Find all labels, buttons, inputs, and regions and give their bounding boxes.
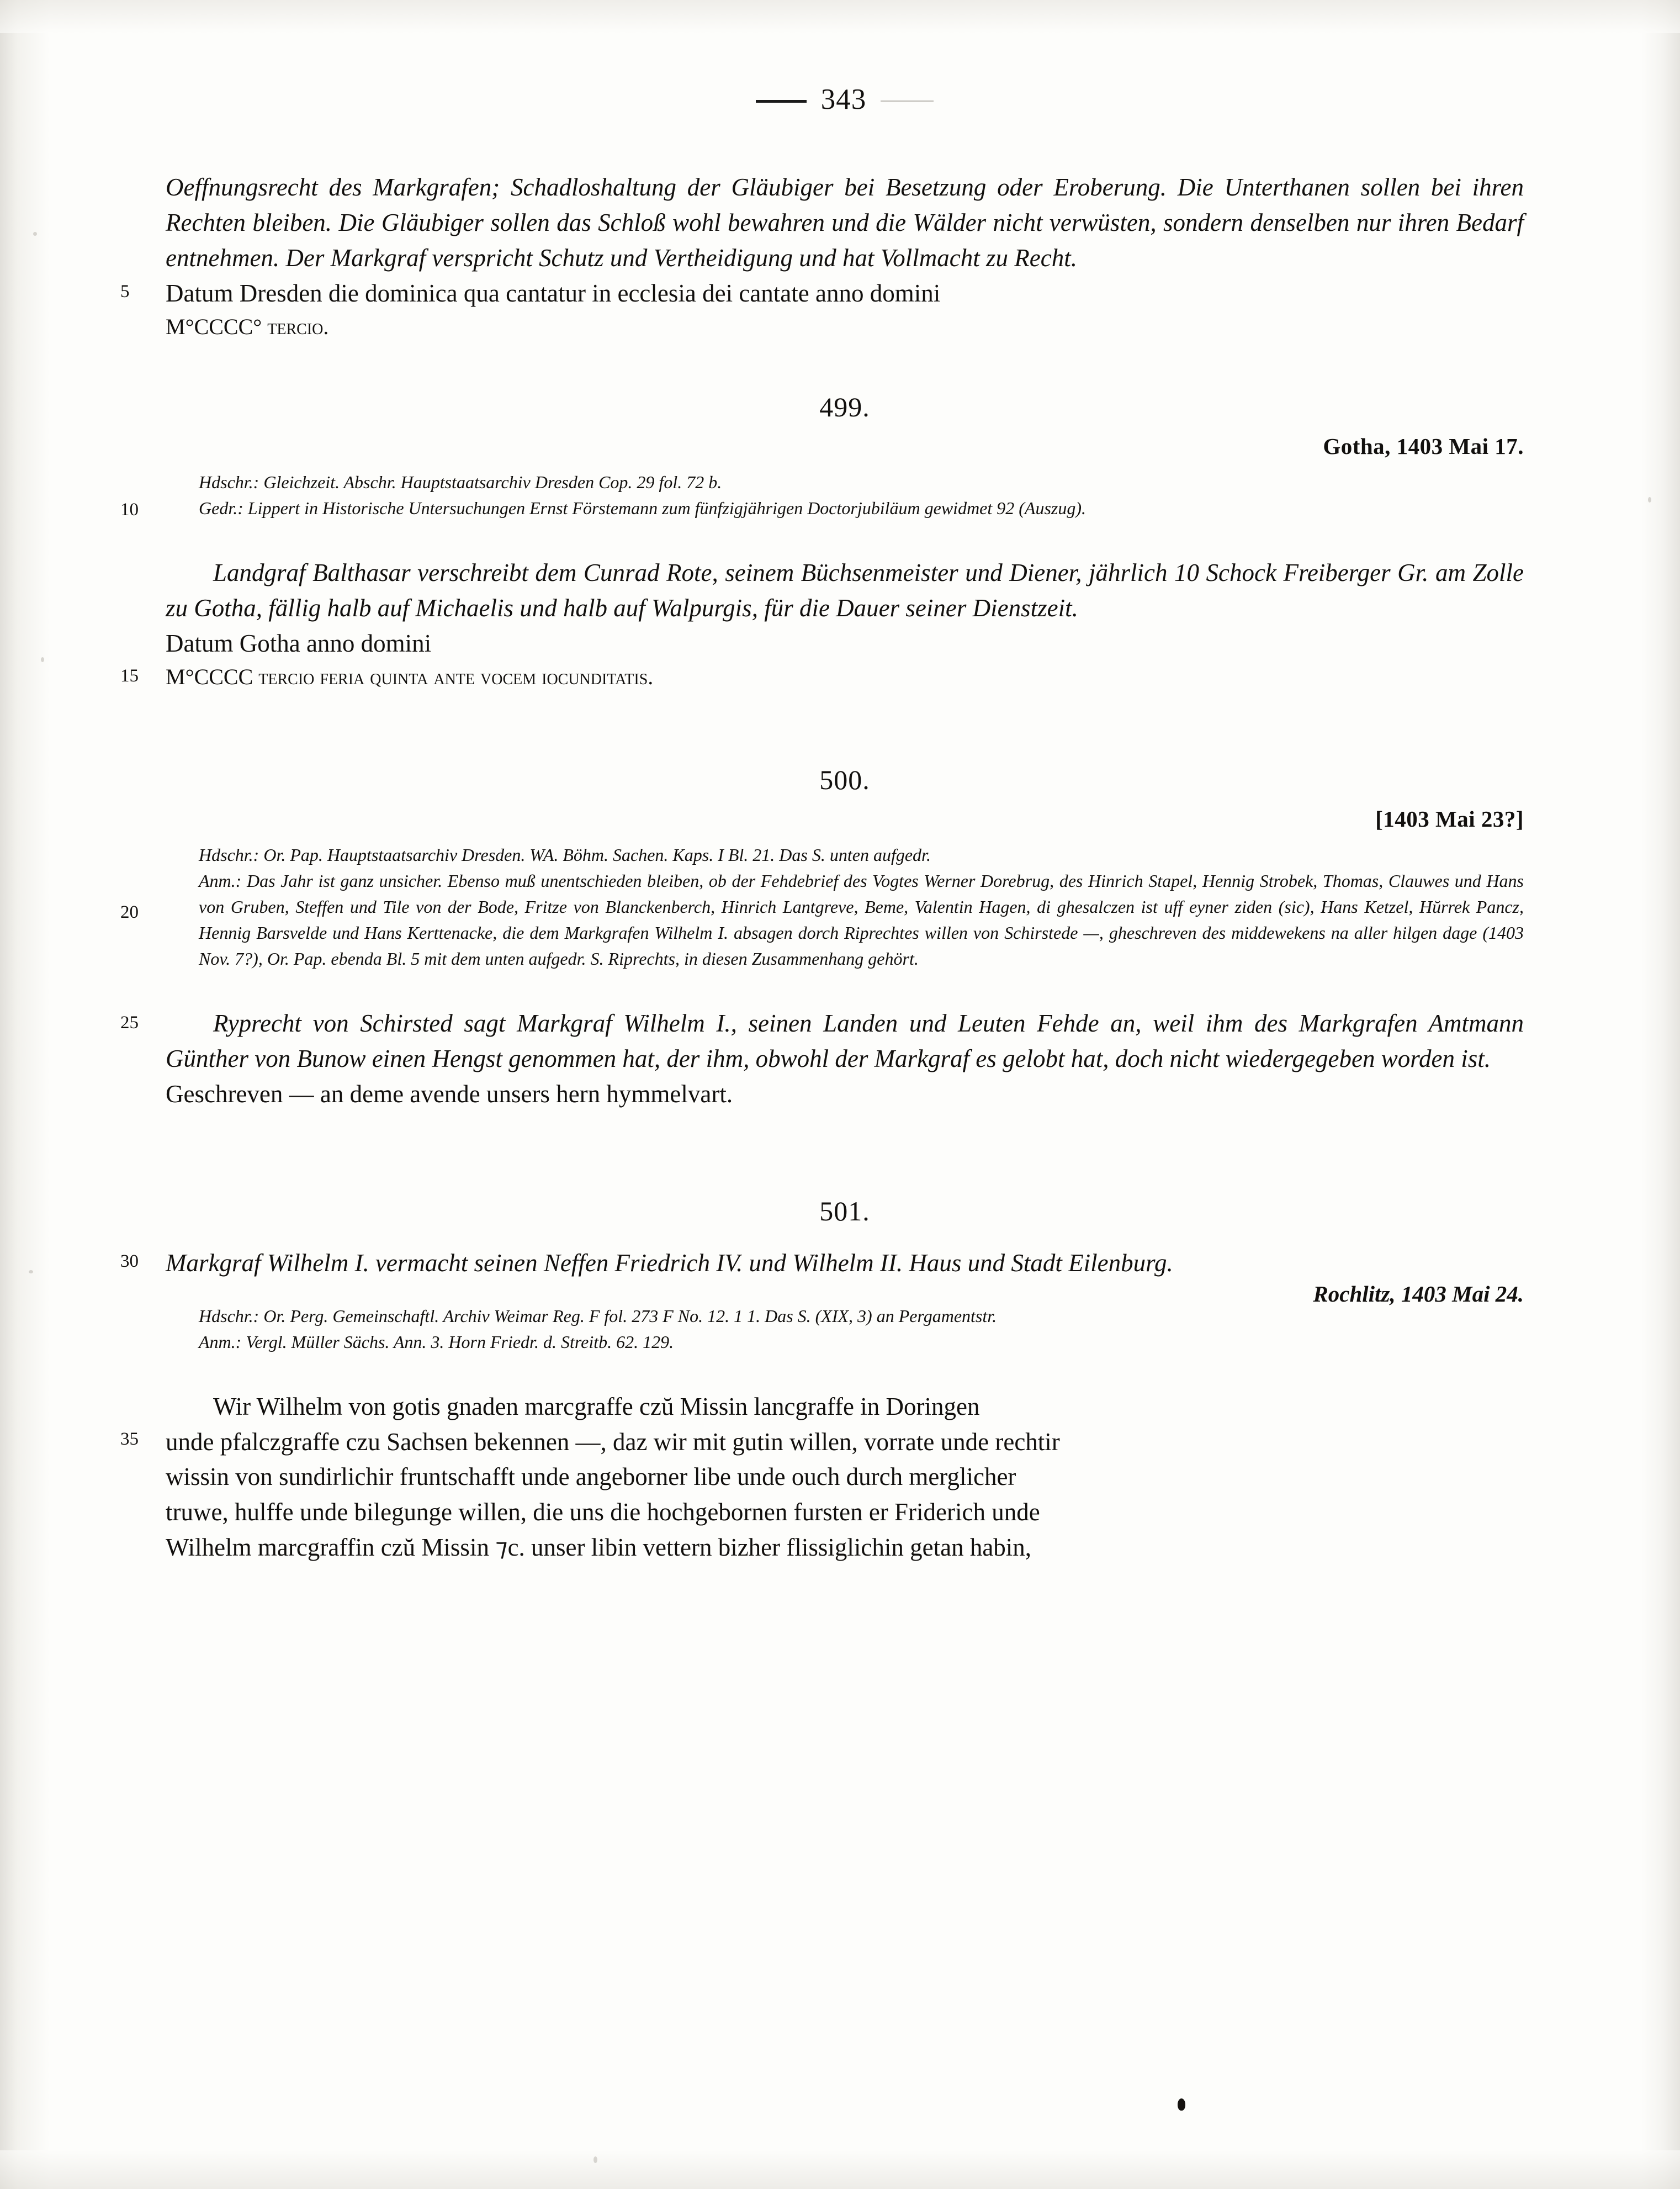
entry-501-text-line-5: Wilhelm marcgraffin czŭ Missin ⁊c. unser libin vettern bizher flissiglichin getan habin, bbox=[166, 1534, 1032, 1562]
scan-edge-top bbox=[0, 0, 1680, 33]
entry-501-apparatus-anm: Anm.: Vergl. Müller Sächs. Ann. 3. Horn Friedr. d. Streitb. 62. 129. bbox=[199, 1331, 674, 1352]
ink-blot bbox=[1178, 2098, 1185, 2111]
scan-edge-bottom bbox=[0, 2150, 1680, 2189]
entry-500-apparatus-hdschr: Hdschr.: Or. Pap. Hauptstaatsarchiv Dresden. WA. Böhm. Sachen. Kaps. I Bl. 21. Das S. unten aufgedr. bbox=[199, 844, 931, 865]
scan-speck bbox=[33, 232, 37, 236]
entry-498-continued bbox=[120, 170, 1524, 342]
entry-501-dateline: Rochlitz, 1403 Mai 24. bbox=[1313, 1281, 1524, 1307]
entry-501-text-line-3: wissin von sundirlichir fruntschafft unde angeborner libe unde ouch durch merglicher bbox=[166, 1463, 1016, 1491]
entry-498-datum-line1: Datum Dresden die dominica qua cantatur in ecclesia dei cantate anno domini bbox=[166, 279, 941, 307]
entry-498-regest: Oeffnungsrecht des Markgrafen; Schadloshaltung der Gläubiger bei Besetzung oder Eroberung. Die Unterthanen sollen bei ihren Rechten bleiben. Die Gläubiger sollen das Schloß wohl bewahren und die Wälder nicht verwüsten, sondern denselben nur ihren Bedarf entnehmen. Der Markgraf verspricht Schutz und Vertheidigung und hat Vollmacht zu Recht. bbox=[166, 173, 1524, 272]
line-number-25: 25 bbox=[120, 1013, 139, 1033]
line-number-10: 10 bbox=[120, 500, 139, 520]
entry-499-datum-line1: Datum Gotha anno domini bbox=[166, 630, 432, 658]
entry-499-datum-line2: M°CCCC tercio feria quinta ante vocem iocunditatis. bbox=[166, 664, 654, 690]
line-number-35: 35 bbox=[120, 1429, 139, 1449]
scan-speck bbox=[41, 657, 44, 662]
entry-501-number: 501. bbox=[819, 1195, 870, 1226]
scan-edge-left bbox=[0, 0, 50, 2189]
entry-500-regest: Ryprecht von Schirsted sagt Markgraf Wilhelm I., seinen Landen und Leuten Fehde an, weil ihm des Markgrafen Amtmann Günther von Bunow einen Hengst genommen hat, der ihm, obwohl der Markgraf es gelobt hat, doch nicht wiedergegeben worden ist. bbox=[166, 1009, 1524, 1072]
scan-edge-right bbox=[1641, 0, 1680, 2189]
entry-501 bbox=[120, 1195, 1524, 1566]
page-content bbox=[120, 83, 1524, 1566]
entry-499-dateline: Gotha, 1403 Mai 17. bbox=[1323, 433, 1524, 459]
scan-speck bbox=[593, 2156, 597, 2163]
entry-500-apparatus-anm: Anm.: Das Jahr ist ganz unsicher. Ebenso muß unentschieden bleiben, ob der Fehdebrief des Vogtes Werner Dorebrug, des Hinrich Stapel, Hennig Strobek, Thomas, Clauwes und Hans von Gruben, Steffen und Tile von der Bode, Fritze von Blanckenberch, Hinrich Lantgreve, Beme, Valentin Hagen, di ghesalczen ist uff eyner ziden (sic), Hans Ketzel, Hŭrrek Pancz, Hennig Barsvelde und Hans Kerttenacke, die dem Markgrafen Wilhelm I. absagen dorch Riprechtes willen von Schirstede —, gheschreven des middewekens na aller hilgen dage (1403 Nov. 7?), Or. Pap. ebenda Bl. 5 mit dem unten aufgedr. S. Riprechts, in diesen Zusammenhang gehört. bbox=[199, 870, 1524, 969]
entry-501-text-line-2: unde pfalczgraffe czu Sachsen bekennen —, daz wir mit gutin willen, vorrate unde rechtir bbox=[166, 1427, 1060, 1456]
entry-500-datum: Geschreven — an deme avende unsers hern hymmelvart. bbox=[166, 1080, 733, 1108]
line-number-15: 15 bbox=[120, 666, 139, 686]
header-rule-left bbox=[756, 100, 807, 103]
entry-499-apparatus-gedr: Gedr.: Lippert in Historische Untersuchungen Ernst Förstemann zum fünfzigjährigen Doctorjubiläum gewidmet 92 (Auszug). bbox=[199, 498, 1087, 519]
scan-speck bbox=[1648, 497, 1651, 503]
scan-speck bbox=[29, 1270, 33, 1273]
entry-501-text-line-4: truwe, hulffe unde bilegunge willen, die uns die hochgebornen fursten er Friderich unde bbox=[166, 1498, 1040, 1526]
line-number-20: 20 bbox=[120, 902, 139, 922]
folio-number: 343 bbox=[820, 83, 867, 115]
page-header bbox=[166, 83, 1524, 116]
entry-500-number: 500. bbox=[819, 764, 870, 795]
entry-499-apparatus-hdschr: Hdschr.: Gleichzeit. Abschr. Hauptstaatsarchiv Dresden Cop. 29 fol. 72 b. bbox=[199, 472, 722, 493]
line-number-30: 30 bbox=[120, 1251, 139, 1271]
entry-501-apparatus-hdschr: Hdschr.: Or. Perg. Gemeinschaftl. Archiv Weimar Reg. F fol. 273 F No. 12. 1 1. Das S. (XIX, 3) an Pergamentstr. bbox=[199, 1305, 997, 1326]
header-rule-right bbox=[881, 101, 934, 102]
entry-501-regest-text: Markgraf Wilhelm I. vermacht seinen Neffen Friedrich IV. und Wilhelm II. Haus und Stadt Eilenburg. bbox=[166, 1249, 1173, 1277]
entry-500-dateline: [1403 Mai 23?] bbox=[1375, 806, 1524, 832]
entry-499 bbox=[120, 391, 1524, 693]
entry-499-regest: Landgraf Balthasar verschreibt dem Cunrad Rote, seinem Büchsenmeister und Diener, jährlich 10 Schock Freiberger Gr. am Zolle zu Gotha, fällig halb auf Michaelis und halb auf Walpurgis, für die Dauer seiner Dienstzeit. bbox=[166, 559, 1524, 622]
entry-501-regest bbox=[166, 1246, 1524, 1307]
entry-499-number: 499. bbox=[819, 392, 870, 423]
entry-500 bbox=[120, 764, 1524, 1112]
entry-501-text-line-1: Wir Wilhelm von gotis gnaden marcgraffe czŭ Missin lancgraffe in Doringen bbox=[213, 1392, 980, 1420]
entry-498-datum-line2: M°CCCC° tercio. bbox=[166, 314, 329, 339]
line-number-5: 5 bbox=[120, 281, 130, 302]
